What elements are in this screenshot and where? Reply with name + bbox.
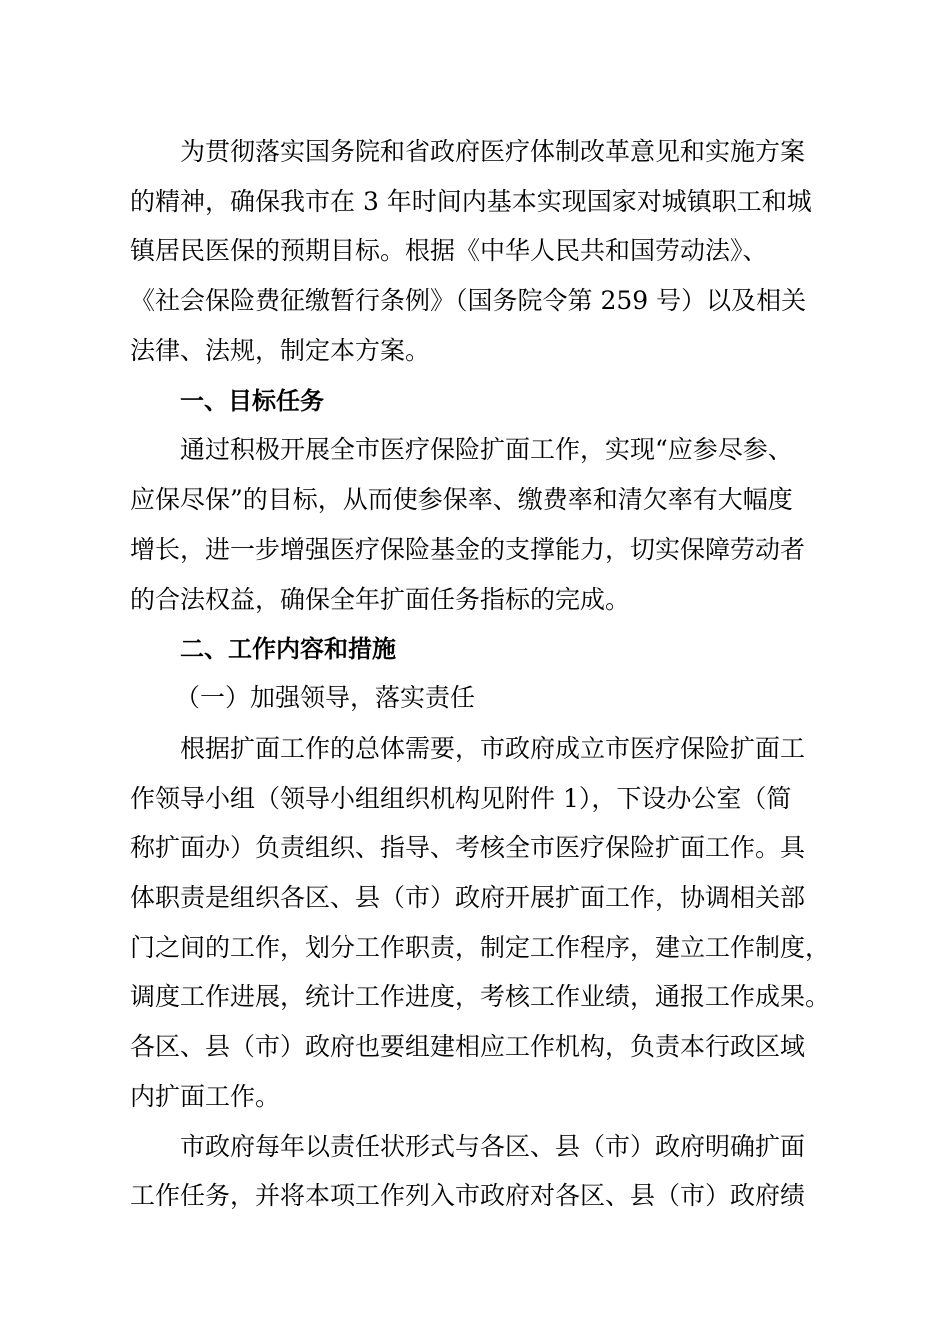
subsection-heading-leadership: （一）加强领导，落实责任 (175, 683, 476, 712)
paragraph-1-line-1: 为贯彻落实国务院和省政府医疗体制改革意见和实施方案 (180, 137, 806, 166)
paragraph-3-line-8: 内扩面工作。 (130, 1082, 281, 1111)
paragraph-2-line-2: 应保尽保”的目标，从而使参保率、缴费率和清欠率有大幅度 (130, 485, 793, 514)
paragraph-4-line-1: 市政府每年以责任状形式与各区、县（市）政府明确扩面 (180, 1132, 806, 1161)
paragraph-3-line-3: 称扩面办）负责组织、指导、考核全市医疗保险扩面工作。具 (130, 833, 806, 862)
paragraph-1-line-4: 《社会保险费征缴暂行条例》（国务院令第 259 号）以及相关 (130, 286, 807, 315)
paragraph-3-line-2: 作领导小组（领导小组组织机构见附件 1），下设办公室（简 (130, 784, 792, 813)
paragraph-2-line-1: 通过积极开展全市医疗保险扩面工作，实现“应参尽参、 (180, 435, 793, 464)
paragraph-1-line-3: 镇居民医保的预期目标。根据《中华人民共和国劳动法》、 (130, 236, 768, 265)
section-heading-measures: 二、工作内容和措施 (180, 635, 396, 663)
paragraph-3-line-1: 根据扩面工作的总体需要，市政府成立市医疗保险扩面工 (180, 734, 806, 763)
paragraph-3-line-5: 门之间的工作，划分工作职责，制定工作程序，建立工作制度， (130, 933, 831, 962)
paragraph-4-line-2: 工作任务，并将本项工作列入市政府对各区、县（市）政府绩 (130, 1181, 806, 1210)
paragraph-2-line-3: 增长，进一步增强医疗保险基金的支撑能力，切实保障劳动者 (130, 535, 806, 564)
paragraph-2-line-4: 的合法权益，确保全年扩面任务指标的完成。 (130, 585, 631, 614)
paragraph-1-line-2: 的精神，确保我市在 3 年时间内基本实现国家对城镇职工和城 (130, 187, 812, 216)
paragraph-1-line-5: 法律、法规，制定本方案。 (130, 336, 431, 365)
paragraph-3-line-6: 调度工作进展，统计工作进度，考核工作业绩，通报工作成果。 (130, 982, 831, 1011)
paragraph-3-line-7: 各区、县（市）政府也要组建相应工作机构，负责本行政区域 (130, 1032, 806, 1061)
paragraph-3-line-4: 体职责是组织各区、县（市）政府开展扩面工作，协调相关部 (130, 883, 806, 912)
section-heading-goals: 一、目标任务 (180, 387, 324, 415)
